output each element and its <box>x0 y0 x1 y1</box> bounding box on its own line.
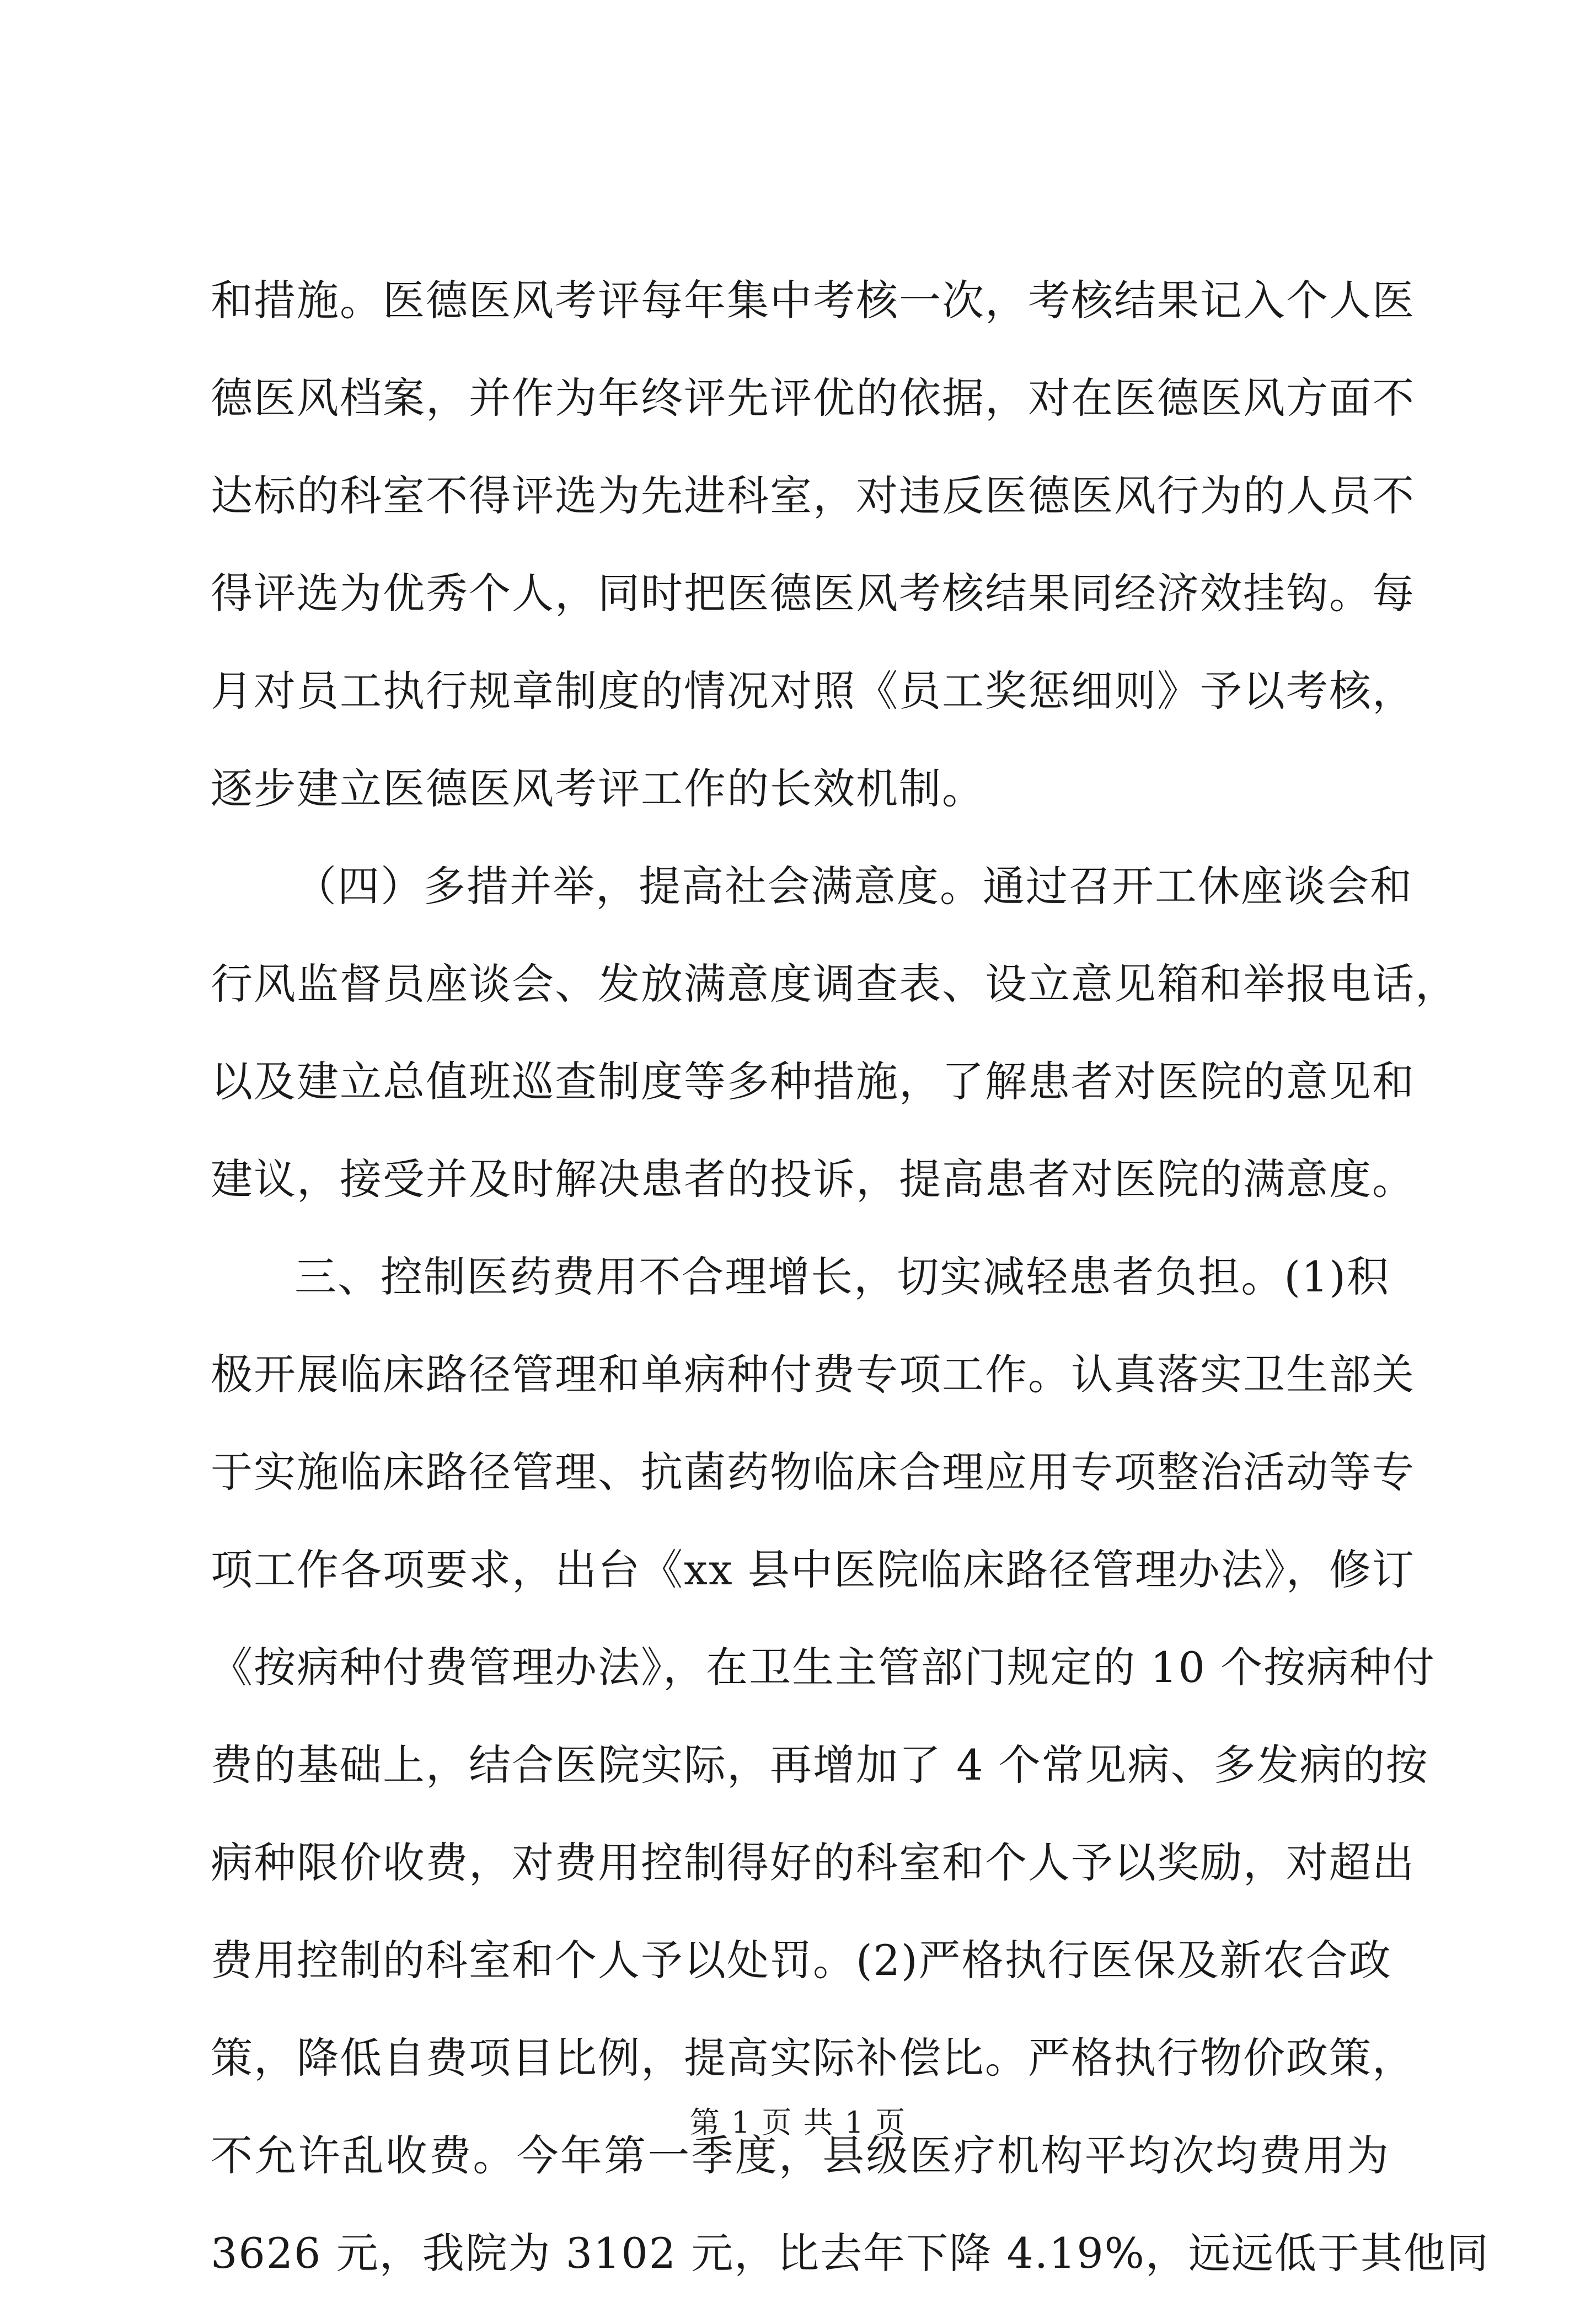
page-footer: 第 1 页 共 1 页 <box>689 2105 907 2140</box>
text-line: （四）多措并举，提高社会满意度。通过召开工休座谈会和 <box>294 862 1413 911</box>
text-line: 项工作各项要求，出台《xx 县中医院临床路径管理办法》，修订 <box>211 1545 1415 1594</box>
text-line: 《按病种付费管理办法》，在卫生主管部门规定的 10 个按病种付 <box>211 1643 1436 1692</box>
body-text <box>211 252 1490 2302</box>
text-line: 策，降低自费项目比例，提高实际补偿比。严格执行物价政策， <box>211 2033 1415 2082</box>
text-line: 行风监督员座谈会、发放满意度调查表、设立意见箱和举报电话， <box>211 959 1458 1008</box>
text-line: 和措施。医德医风考评每年集中考核一次，考核结果记入个人医 <box>211 276 1415 325</box>
text-line: 得评选为优秀个人，同时把医德医风考核结果同经济效挂钩。每 <box>211 569 1415 618</box>
text-line: 德医风档案，并作为年终评先评优的依据，对在医德医风方面不 <box>211 373 1415 423</box>
text-line: 建议，接受并及时解决患者的投诉，提高患者对医院的满意度。 <box>211 1155 1415 1204</box>
text-line: 3626 元，我院为 3102 元，比去年下降 4.19%，远远低于其他同 <box>211 2229 1490 2278</box>
text-line: 极开展临床路径管理和单病种付费专项工作。认真落实卫生部关 <box>211 1350 1415 1399</box>
text-line: 于实施临床路径管理、抗菌药物临床合理应用专项整治活动等专 <box>211 1448 1415 1497</box>
text-line: 费用控制的科室和个人予以处罚。(2)严格执行医保及新农合政 <box>211 1936 1392 1985</box>
text-line: 病种限价收费，对费用控制得好的科室和个人予以奖励，对超出 <box>211 1838 1415 1887</box>
text-line: 费的基础上，结合医院实际，再增加了 4 个常见病、多发病的按 <box>211 1740 1429 1790</box>
text-line: 以及建立总值班巡查制度等多种措施，了解患者对医院的意见和 <box>211 1057 1415 1106</box>
text-line: 三、控制医药费用不合理增长，切实减轻患者负担。(1)积 <box>294 1252 1390 1301</box>
text-line: 月对员工执行规章制度的情况对照《员工奖惩细则》予以考核， <box>211 666 1415 715</box>
text-line: 逐步建立医德医风考评工作的长效机制。 <box>211 764 985 813</box>
text-line: 达标的科室不得评选为先进科室，对违反医德医风行为的人员不 <box>211 471 1415 520</box>
text-line: 不允许乱收费。今年第一季度，县级医疗机构平均次均费用为 <box>211 2131 1390 2180</box>
